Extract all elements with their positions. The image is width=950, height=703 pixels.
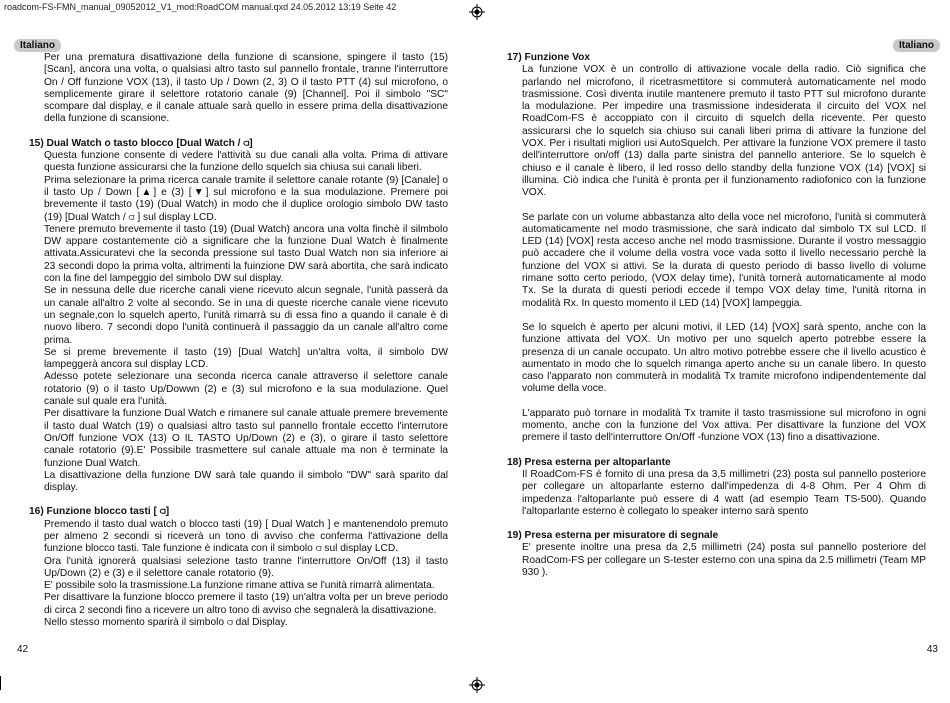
s16-paragraph: E' possibile solo la trasmissione.La funzione rimane attiva se l'unità rimarrà alimentata. xyxy=(44,580,435,592)
s17-paragraph: Se parlate con un volume abbastanza alto della voce nel microfono, l'unità si commuterà automaticamente nel modo trasmissione, che sarà indicato dal simbolo TX sul LCD. Il LED (14) [VOX] resta acceso anche nel modo trasmissione. Durante il vostro messaggio può accadere che il volume della vostra voce vada sotto il livello necessario perchè la funzione del VOX si attivi. Se la durata di questo periodo di basso livello di volume rimane sotto certo periodo, (VOX delay time), l'unità tornerà automaticamente al modo Tx. Se la durata di questi periodi eccede il tempo VOX delay time, l'unità ritorna in modalità Rx. In questo momento il LED (14) [VOX] lampeggia. xyxy=(522,211,926,309)
s15-paragraph: Adesso potete selezionare una seconda ricerca canale attraverso il selettore canale rotatorio (9) o il tasto Up/Dowwn (2) e (3) sul microfono e la sua modulazione. Quel canale sul quale era l'unità. xyxy=(44,371,448,408)
s15-paragraph: Se si preme brevemente il tasto (19) [Dual Watch] un'altra volta, il simbolo DW lampeggerà ancora sul display LCD. xyxy=(44,346,448,371)
registration-mark-bottom xyxy=(469,677,485,693)
s17-paragraph: Se lo squelch è aperto per alcuni motivi, il LED (14) [VOX] sarà spento, anche con la funzione attivata del VOX. Un motivo per uno squelch aperto potrebbe essere la presenza di un canale occupato. Un altro motivo potrebbe essere che il livello acustico è aumentato in modo che lo squelch rimanga aperto anche su un canale libero. In questo caso l'apparato non commuterà in modalità Tx tramite microfono indipendentemente dal volume della voce. xyxy=(522,321,926,395)
right-column xyxy=(507,52,926,579)
s16-paragraph: Premendo il tasto dual watch o blocco tasti (19) [ Dual Watch ] e mantenendolo premuto per almeno 2 secondi si riceverà un tono di avviso che conferma l'attivazione della funzione blocco tasti. Tale funzione è indicata con il simbolo ⫏ sul display LCD. xyxy=(44,518,448,555)
left-column xyxy=(29,52,448,629)
section-18-title: 18) Presa esterna per altoparlante xyxy=(507,456,671,468)
crop-mark-left xyxy=(0,676,1,690)
language-tab-right: Italiano xyxy=(893,39,940,52)
s16-paragraph: Ora l'unità ignorerà qualsiasi selezione tasto tranne l'interruttore On/Off (13) il tasto Up/Down (2) e (3) e il selettore canale rotatorio (9). xyxy=(44,555,448,579)
intro-paragraph: Per una prematura disattivazione della funzione di scansione, spingere il tasto (15) [Scan], ancora una volta, o qualsiasi altro tasto sul pannello frontale, tranne l'interruttore On / Off funzione VOX (13), il tasto Up / Down (2, 3) O il tasto PTT (4) sul microfono, o semplicemente girare il selettore rotatorio canale (9) [Channel]. Poi il simbolo "SC" scompare dal display, e il canale attuale sarà quello in essere prima della disattivazione della funzione di scansione. xyxy=(44,52,448,125)
language-tab-left: Italiano xyxy=(14,39,61,52)
s15-paragraph: Questa funzione consente di vedere l'attività su due canali alla volta. Prima di attivare questa funzione assicurarsi che la funzione dello squelch sia chiusa sui canali liberi. xyxy=(44,150,448,174)
s15-paragraph: Se in nessuna delle due ricerche canali viene ricevuto alcun segnale, l'unità passerà da un canale all'altro 2 volte al secondo. Se in una di queste ricerche canale viene ricevuto un segnale,con lo squelch aperto, l'unità rimarrà su di essa fino a quando il canale è di nuovo libero. 7 secondi dopo l'unità continuerà il passaggio da un canale all'altro come prima. xyxy=(44,285,448,346)
s17-paragraph: La funzione VOX è un controllo di attivazione vocale della radio. Ciò significa che parlando nel microfono, il ricetrasmettitore si commuterà automaticamente nel modo trasmissione. Così diventa inutile mantenere premuto il tasto PTT sul microfono durante la modulazione. Per impedire una trasmissione indesiderata il circuito del VOX nel RoadCom-FS è accoppiato con il circuito di squelch della ricevente. Per questo assicurarsi che lo squelch sia chiuso sui canali liberi prima di attivare la funzione del VOX. Per i risultati migliori usi AutoSquelch. Per attivare la funzione VOX premere il tasto dell'interruttore on/off (13) dalla parte sinistra del pannello anteriore. Se lo squelch è chiuso e il canale è libero, il led rosso dello standby della funzione VOX (14) [VOX] si illumina. Ciò indica che l'unità è pronta per il funzionamento radiofonico con la funzione VOX. xyxy=(522,64,926,199)
s15-paragraph: Per disattivare la funzione Dual Watch e rimanere sul canale attuale premere brevemente il tasto dual Watch (19) o qualsiasi altro tasto sul pannello frontale eccetto l'interrutore On/Off funzione VOX (13) O IL TASTO Up/Down (2) e (3), o girare il tasto selettore canale rotatorio (9).E' Possibile trasmettere sul canale attuale ma non è terminate la funzione Dual Watch. xyxy=(44,408,448,469)
section-19-title: 19) Presa esterna per misuratore di segnale xyxy=(507,530,719,542)
s19-paragraph: E' presente inoltre una presa da 2,5 millimetri (24) posta sul pannello posteriore del RoadCom-FS per collegare un S-tester esterno con una spina da 2.5 millimetri (Team MP 930 ). xyxy=(522,542,926,578)
file-slug: roadcom-FS-FMN_manual_09052012_V1_mod:RoadCOM manual.qxd 24.05.2012 13:19 Seite 42 xyxy=(4,2,397,12)
registration-mark-top xyxy=(469,4,485,20)
s15-paragraph: Tenere premuto brevemente il tasto (19) (Dual Watch) ancora una volta finchè il silmbolo DW appare costantemente ciò a significare che la funzione Dual Watch è finalmente attivata.Assicuratevi che la seconda pressione sul tasto Dual Watch non sia inferiore ai 23 secondi dopo la prima volta, altrimenti la fuinzione DW sarà abortita, che sarà indicato con la fine del lampeggio del simbolo DW sul display. xyxy=(44,223,448,285)
s17-paragraph: L'apparato può tornare in modalità Tx tramite il tasto trasmissione sul microfono in ogni momento, anche con la funzione del Vox attiva. Per disattivare la funzione del VOX premere il tasto dell'interruttore On/Off -funzione VOX (13) fino a disattivazione. xyxy=(522,407,926,444)
s16-paragraph: Nello stesso momento sparirà il simbolo ⫏ dal Display. xyxy=(44,617,288,629)
s15-paragraph: Prima selezionare la prima ricerca canale tramite il selettore canale rotante (9) [Canale] o il tasto Up / Down [▲] e (3) [▼] sul microfono e la sua modulazione. Premere poi brevemente il tasto (19) (Dual Watch) in modo che il duplice orologio simbolo DW tasto (19) [Dual Watch / ⫏ ] sul display LCD. xyxy=(44,174,448,223)
page-number-left: 42 xyxy=(17,644,29,655)
section-17-title: 17) Funzione Vox xyxy=(507,52,591,63)
page-number-right: 43 xyxy=(926,644,938,655)
section-16-title: 16) Funzione blocco tasti [ ⫏] xyxy=(29,506,170,518)
s15-paragraph: La disattivazione della funzione DW sarà tale quando il simbolo "DW" sarà sparito dal display. xyxy=(44,469,448,494)
s18-paragraph: Il RoadCom-FS è fornito di una presa da 3,5 millimetri (23) posta sul pannello posteriore per collegare un altoparlante esterno dall'impedenza di 4-8 Ohm. Per 4 Ohm di impedenza l'altoparlante può essere di 4 watt (ad esempio Team TS-500). Quando l'altoparlante esterno è collegato lo speaker interno sarà spento xyxy=(522,468,926,517)
section-15-title: 15) Dual Watch o tasto blocco [Dual Watch / ⫏] xyxy=(29,137,253,149)
s16-paragraph: Per disattivare la funzione blocco premere il tasto (19) un'altra volta per un breve periodo di circa 2 secondi fino a ricevere un altro tono di avviso che segnalerà la disattivazione. xyxy=(44,592,448,616)
